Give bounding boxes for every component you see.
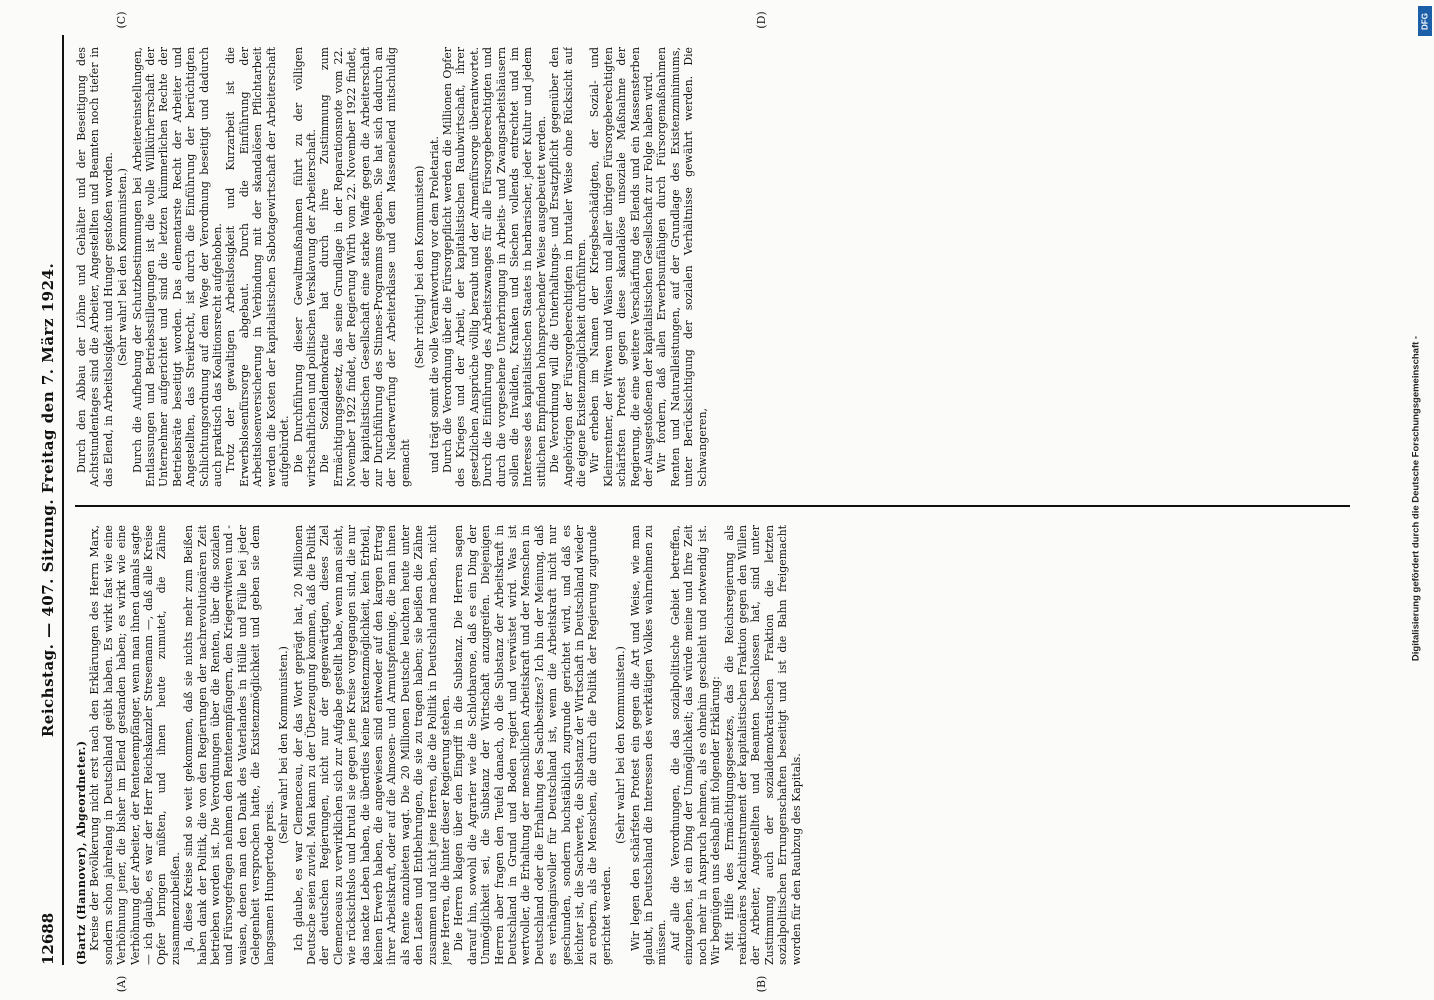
margin-mark-c: (C) xyxy=(115,11,128,29)
paragraph: Trotz der gewaltigen Arbeitslosigkeit und Kurzarbeit ist die Erwerbslosenfürsorge abgebaut. Durch die Einführung der Arbeitslosenversicherung in Verbindung mit der skandalösen Pflichtarbeit werden die Kosten der kapitalistischen Sabotagewirtschaft der Arbeiterschaft aufgebürdet. xyxy=(224,47,292,487)
paragraph: Wir legen den schärfsten Protest ein gegen die Art und Weise, wie man glaubt, in Deutschland die Interessen des werktätigen Volkes wahrnehmen zu müssen. xyxy=(628,525,669,965)
interjection: (Sehr richtig! bei den Kommunisten) xyxy=(413,165,427,369)
paragraph: Wir fordern, daß allen Erwerbsunfähigen durch Fürsorgemaßnahmen Renten und Naturalleistungen, auf der Grundlage des Existenzminimums, unter Berücksichtigung der sozialen Verhältnisse gewährt werden. Die Schwangeren, xyxy=(655,47,709,487)
paragraph: und trägt somit die volle Verantwortung vor dem Proletariat. xyxy=(427,136,441,473)
paragraph: Die Herren klagen über den Eingriff in die Substanz. Die Herren sagen darauf hin, sowohl die Agrarier wie die Schlotbarone, daß es ein Ding der Unmöglichkeit sei, die Substanz der Wirtschaft anzugreifen. Diejenigen Herren aber fragen den Teufel danach, ob die Substanz der Arbeitskraft in Deutschland in Grund und Boden regiert und verwüstet wird. Was ist wertvoller, die Erhaltung der menschlichen Arbeitskraft und der Menschen in Deutschland oder die Erhaltung des Sachbesitzes? Ich bin der Meinung, daß es verhängnisvoller für Deutschland ist, wenn die Arbeitskraft nicht nur geschunden, sondern buchstäblich zugrunde gerichtet wird, und daß es leichter ist, die Sachwerte, die Substanz der Wirtschaft in Deutschland wieder zu erobern, als die Menschen, die durch die Politik der Regierung zugrunde gerichtet werden. xyxy=(452,525,613,965)
paragraph: Ich glaube, es war Clemenceau, der das Wort geprägt hat, 20 Millionen Deutsche seien zuviel. Man kann zu der Überzeugung kommen, daß die Politik der deutschen Regierungen, nicht nur der gegenwärtigen, dieses Ziel Clemenceaus zu verwirklichen sich zur Aufgabe gestellt habe, wenn man sieht, wie rücksichtslos und brutal sie gegen jene Kreise vorgegangen sind, die nur das nackte Leben haben, die überdies keine Existenzmöglichkeit, kein Erbteil, keinen Erwerb haben, die angewiesen sind entweder auf den kargen Ertrag ihrer Arbeitskraft, oder auf die Almosen- und Armutspfennige, die man ihnen als Rente anzubieten wagt. Die 20 Millionen Deutsche leuchten heute unter den Lasten und Entbehrungen, die sie zu tragen haben; sie beißen die Zähne zusammen und nicht jene Herren, die die Politik in Deutschland machen, nicht jene Herren, die hinter dieser Regierung stehen. xyxy=(291,525,452,965)
paragraph: Ja, diese Kreise sind so weit gekommen, daß sie nichts mehr zum Beißen haben dank der Politik, die von den Regierungen der nachrevolutionären Zeit betrieben worden ist. Die Verordnungen über die Renten, über die sozialen und Fürsorgefragen nehmen den Rentenempfängern, den Kriegerwitwen und -waisen, denen man den Dank des Vaterlandes in Hülle und Fülle bei jeder Gelegenheit versprochen hatte, die Existenzmöglichkeit und geben sie dem langsamen Hungertode preis. xyxy=(182,525,276,965)
dfg-logo-text: DFG xyxy=(1420,13,1430,30)
paragraph: Mit Hilfe des Ermächtigungsgesetzes, das die Reichsregierung als reaktionäres Machtinstrument der kapitalistischen Fraktion gegen den Willen der Arbeiter, Angestellten und Beamten beschlossen hat, sind unter Zustimmung auch der sozialdemokratischen Fraktion die letzten sozialpolitischen Errungenschaften beseitigt und ist die Bahn freigemacht worden für den Raubzug des Kapitals. xyxy=(722,525,803,965)
margin-mark-d: (D) xyxy=(755,11,768,29)
paragraph: Die Verordnung will die Unterhaltungs- und Ersatzpflicht gegenüber den Angehörigen der Fürsorgeberechtigten in brutaler Weise ohne Rücksicht auf die eigene Existenzmöglichkeit durchführen. xyxy=(548,47,589,487)
column-divider xyxy=(75,505,1350,507)
speaker-label: (Bartz (Hannover), Abgeordneter.) xyxy=(75,740,88,965)
digitization-caption-text: Digitalisierung gefördert durch die Deutsche Forschungsgemeinschaft - xyxy=(1410,335,1422,662)
paragraph: Die Durchführung dieser Gewaltmaßnahmen führt zu der völligen wirtschaftlichen und politischen Versklavung der Arbeiterschaft. xyxy=(291,47,318,487)
paragraph: Die Sozialdemokratie hat durch ihre Zustimmung zum Ermächtigungsgesetz, das seine Grundlage in der Reparationsnote vom 22. November 1922 findet, der Regierung Wirth vom 22. November 1922 findet, der kapitalistischen Gesellschaft eine starke Waffe gegen die Arbeiterschaft zur Durchführung des Stinnes-Programms gegeben. Sie hat sich dadurch an der Niederwerfung der Arbeiterklasse und dem Massenelend mitschuldig gemacht xyxy=(318,47,412,487)
right-column xyxy=(75,47,1350,487)
paragraph: Kreise der Bevölkerung nicht erst nach den Erklärungen des Herrn Marx, sondern schon jahrelang in Deutschland geübt haben. Es wirkt fast wie eine Verhöhnung jener, die bisher im Elend gestanden haben; es wirkt wie eine Verhöhnung der Arbeiter, der Rentenempfänger, wenn man ihnen damals sagte — ich glaube, es war der Herr Reichskanzler Stresemann —, daß alle Kreise Opfer bringen müßten, und ihnen heute zumutet, die Zähne zusammenzubeißen. xyxy=(88,525,182,965)
margin-mark-b: (B) xyxy=(755,975,768,993)
paragraph: Auf alle die Verordnungen, die das sozialpolitische Gebiet betreffen, einzugehen, ist ein Ding der Unmöglichkeit; das würde meine und Ihre Zeit noch mehr in Anspruch nehmen, als es ohnehin geschieht und notwendig ist. Wir begnügen uns deshalb mit folgender Erklärung: xyxy=(668,525,723,965)
interjection: (Sehr wahr! bei den Kommunisten.) xyxy=(116,168,130,366)
interjection: (Sehr wahr! bei den Kommunisten.) xyxy=(614,646,628,844)
paragraph: Durch den Abbau der Löhne und Gehälter und der Beseitigung des Achtstundentages sind die Arbeiter, Angestellten und Beamten noch tiefer in das Elend, in Arbeitslosigkeit und Hunger gestoßen worden. xyxy=(75,47,115,487)
left-column xyxy=(75,525,1350,965)
paragraph: Durch die Verordnung über die Fürsorgepflicht werden die Millionen Opfer des Krieges und der Arbeit, der kapitalistischen Raubwirtschaft, ihrer gesetzlichen Ansprüche völlig beraubt und der Armenfürsorge überantwortet. Durch die Einführung des Arbeitszwanges für alle Fürsorgeberechtigten und durch die vorgesehene Unterbringung in Arbeits- und Zwangsarbeitshäusern sollen die Invaliden, Kranken und Siechen vollends entrechtet und im Interesse des kapitalistischen Staates in barbarischer, jeder Kultur und jedem sittlichen Empfinden hohnsprechender Weise ausgebeutet werden. xyxy=(440,47,548,487)
dfg-logo xyxy=(1418,6,1432,36)
interjection: (Sehr wahr! bei den Kommunisten.) xyxy=(277,646,291,844)
paragraph: Durch die Aufhebung der Schutzbestimmungen bei Arbeitereinstellungen, Entlassungen und Betriebsstillegungen ist die volle Willkürherrschaft der Unternehmer aufgerichtet und sind die letzten kümmerlichen Rechte der Betriebsräte beseitigt worden. Das elementarste Recht der Arbeiter und Angestellten, das Streikrecht, ist durch die Einführung der berüchtigten Schlichtungsordnung auf dem Wege der Verordnung beseitigt und dadurch auch praktisch das Koalitionsrecht aufgehoben. xyxy=(130,47,225,487)
header-rule xyxy=(62,35,64,965)
margin-mark-a: (A) xyxy=(115,975,128,993)
page-number: 12688 xyxy=(39,912,57,965)
rotated-printed-page xyxy=(35,11,1365,993)
paragraph: Wir erheben im Namen der Kriegsbeschädigten, der Sozial- und Kleinrentner, der Witwen und Waisen und aller übrigen Fürsorgeberechtigten schärfsten Protest gegen diese skandalöse unsoziale Maßnahme der Regierung, die eine weitere Verschärfung des Elends und ein Massensterben der Ausgestoßenen der kapitalistischen Gesellschaft zur Folge haben wird. xyxy=(588,47,656,487)
page-header xyxy=(35,35,63,965)
page-title: Reichstag. — 407. Sitzung. Freitag den 7. März 1924. xyxy=(39,262,57,738)
